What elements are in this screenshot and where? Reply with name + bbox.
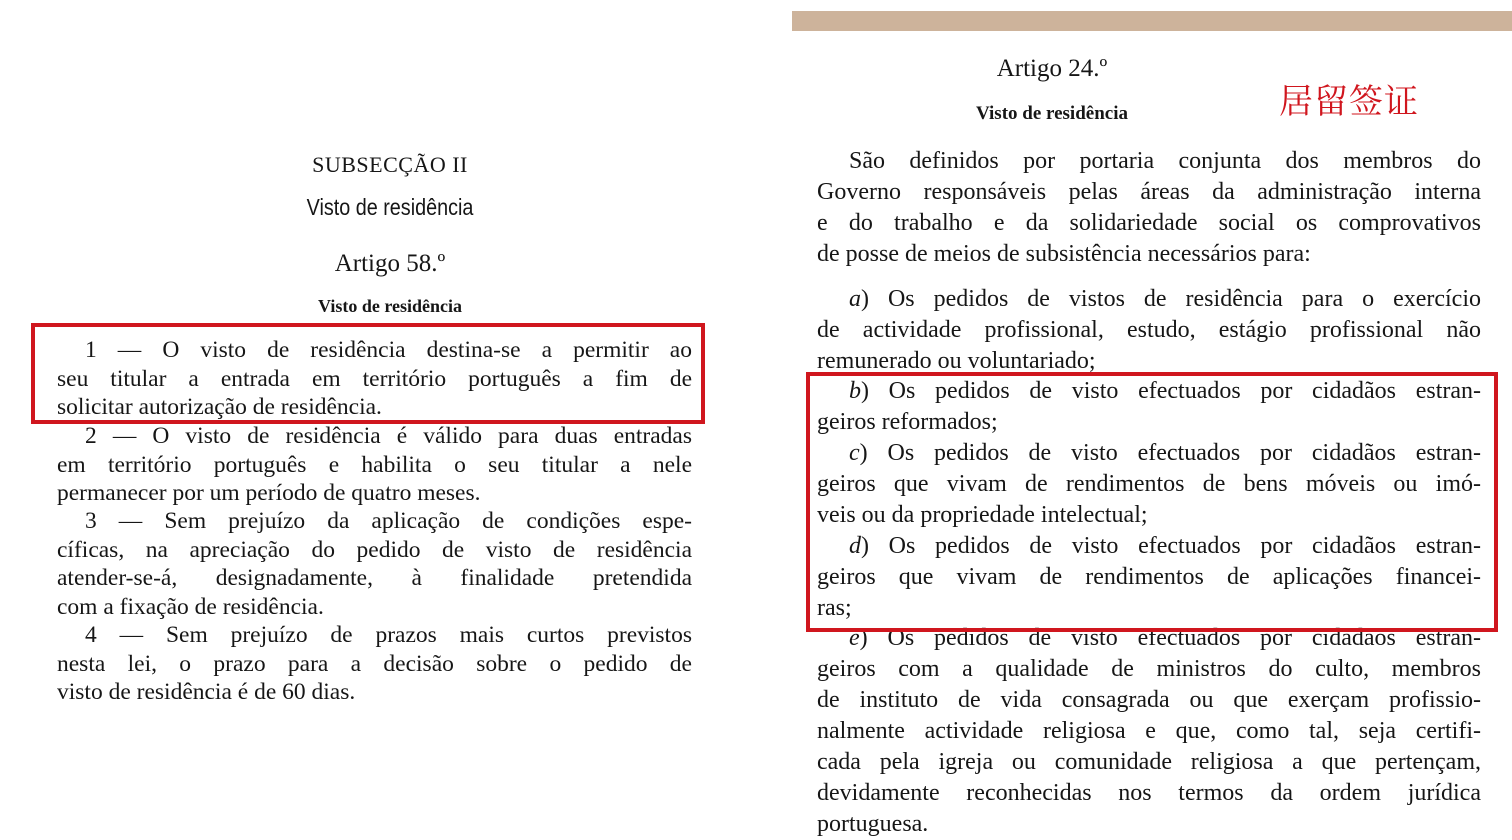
intro-paragraph (817, 146, 1481, 270)
subsection-label: SUBSECÇÃO II (312, 152, 468, 177)
text-line: em território português e habilita o seu titular a nele (57, 451, 692, 478)
text-line: seu titular a entrada em território português a fim de (57, 365, 692, 392)
text-line: devidamente reconhecidas nos termos da ordem jurídica (817, 780, 1481, 806)
text-line: geiros que vivam de rendimentos de bens móveis ou imó- (817, 471, 1481, 497)
text-line: geiros com a qualidade de ministros do culto, membros (817, 656, 1481, 682)
text-line: a) Os pedidos de vistos de residência para o exercício (849, 286, 1481, 312)
text-line: cíficas, na apreciação do pedido de visto de residência (57, 536, 692, 563)
text-line: e do trabalho e da solidariedade social os comprovativos (817, 210, 1481, 236)
paragraph-4 (57, 621, 692, 707)
text-line: 3 — Sem prejuízo da aplicação de condições espe- (85, 508, 692, 534)
paragraph-3 (57, 507, 692, 621)
text-line: Governo responsáveis pelas áreas da administração interna (817, 179, 1481, 205)
text-line: solicitar autorização de residência. (57, 394, 382, 421)
text-line: permanecer por um período de quatro meses. (57, 480, 481, 507)
article-number: Artigo 24.º (996, 55, 1108, 82)
text-line: c) Os pedidos de visto efectuados por cidadãos estran- (849, 440, 1481, 466)
text-line: e) Os pedidos de visto efectuados por cidadãos estran- (849, 625, 1481, 651)
item-letter: e (849, 625, 860, 651)
text-line: b) Os pedidos de visto efectuados por cidadãos estran- (849, 378, 1481, 404)
list-item-e (817, 623, 1481, 840)
text-line: com a fixação de residência. (57, 593, 324, 620)
text-line: 1 — O visto de residência destina-se a permitir ao (85, 337, 692, 363)
item-letter: b (849, 378, 861, 404)
article-title: Visto de residência (976, 103, 1128, 124)
text-line: São definidos por portaria conjunta dos membros do (849, 148, 1481, 174)
item-letter: c (849, 440, 860, 466)
highlight-box (806, 372, 1498, 632)
text-line: visto de residência é de 60 dias. (57, 679, 356, 706)
text-line: geiros que vivam de rendimentos de aplicações financei- (817, 564, 1481, 590)
highlight-box (31, 323, 705, 424)
text-line: de instituto de vida consagrada ou que exerçam profissio- (817, 687, 1481, 713)
text-line: nesta lei, o prazo para a decisão sobre o pedido de (57, 650, 692, 677)
text-line: geiros reformados; (817, 409, 998, 435)
text-line: ras; (817, 595, 852, 621)
text-line: d) Os pedidos de visto efectuados por cidadãos estran- (849, 533, 1481, 559)
page-top-bar (792, 11, 1512, 31)
item-letter: a (849, 286, 861, 312)
text-line: cada pela igreja ou comunidade religiosa a que pertençam, (817, 749, 1481, 775)
text-line: 2 — O visto de residência é válido para duas entradas (85, 423, 692, 449)
text-line: remunerado ou voluntariado; (817, 348, 1096, 374)
paragraph-2 (57, 422, 692, 508)
text-line: atender-se-á, designadamente, à finalidade pretendida (57, 565, 692, 592)
subsection-title: Visto de residência (306, 194, 474, 220)
article-title: Visto de residência (318, 296, 462, 316)
text-line: nalmente actividade religiosa e que, como tal, seja certifi- (817, 718, 1481, 744)
chinese-annotation: 居留签证 (1279, 82, 1419, 122)
item-letter: d (849, 533, 861, 559)
text-line: veis ou da propriedade intelectual; (817, 502, 1148, 528)
right-document-page (792, 0, 1512, 839)
text-line: de posse de meios de subsistência necessários para: (817, 241, 1311, 267)
text-line: 4 — Sem prejuízo de prazos mais curtos previstos (85, 622, 692, 648)
list-item-a (817, 284, 1481, 377)
text-line: de actividade profissional, estudo, estágio profissional não (817, 317, 1481, 343)
text-line: portuguesa. (817, 811, 929, 837)
article-number: Artigo 58.º (334, 250, 446, 277)
